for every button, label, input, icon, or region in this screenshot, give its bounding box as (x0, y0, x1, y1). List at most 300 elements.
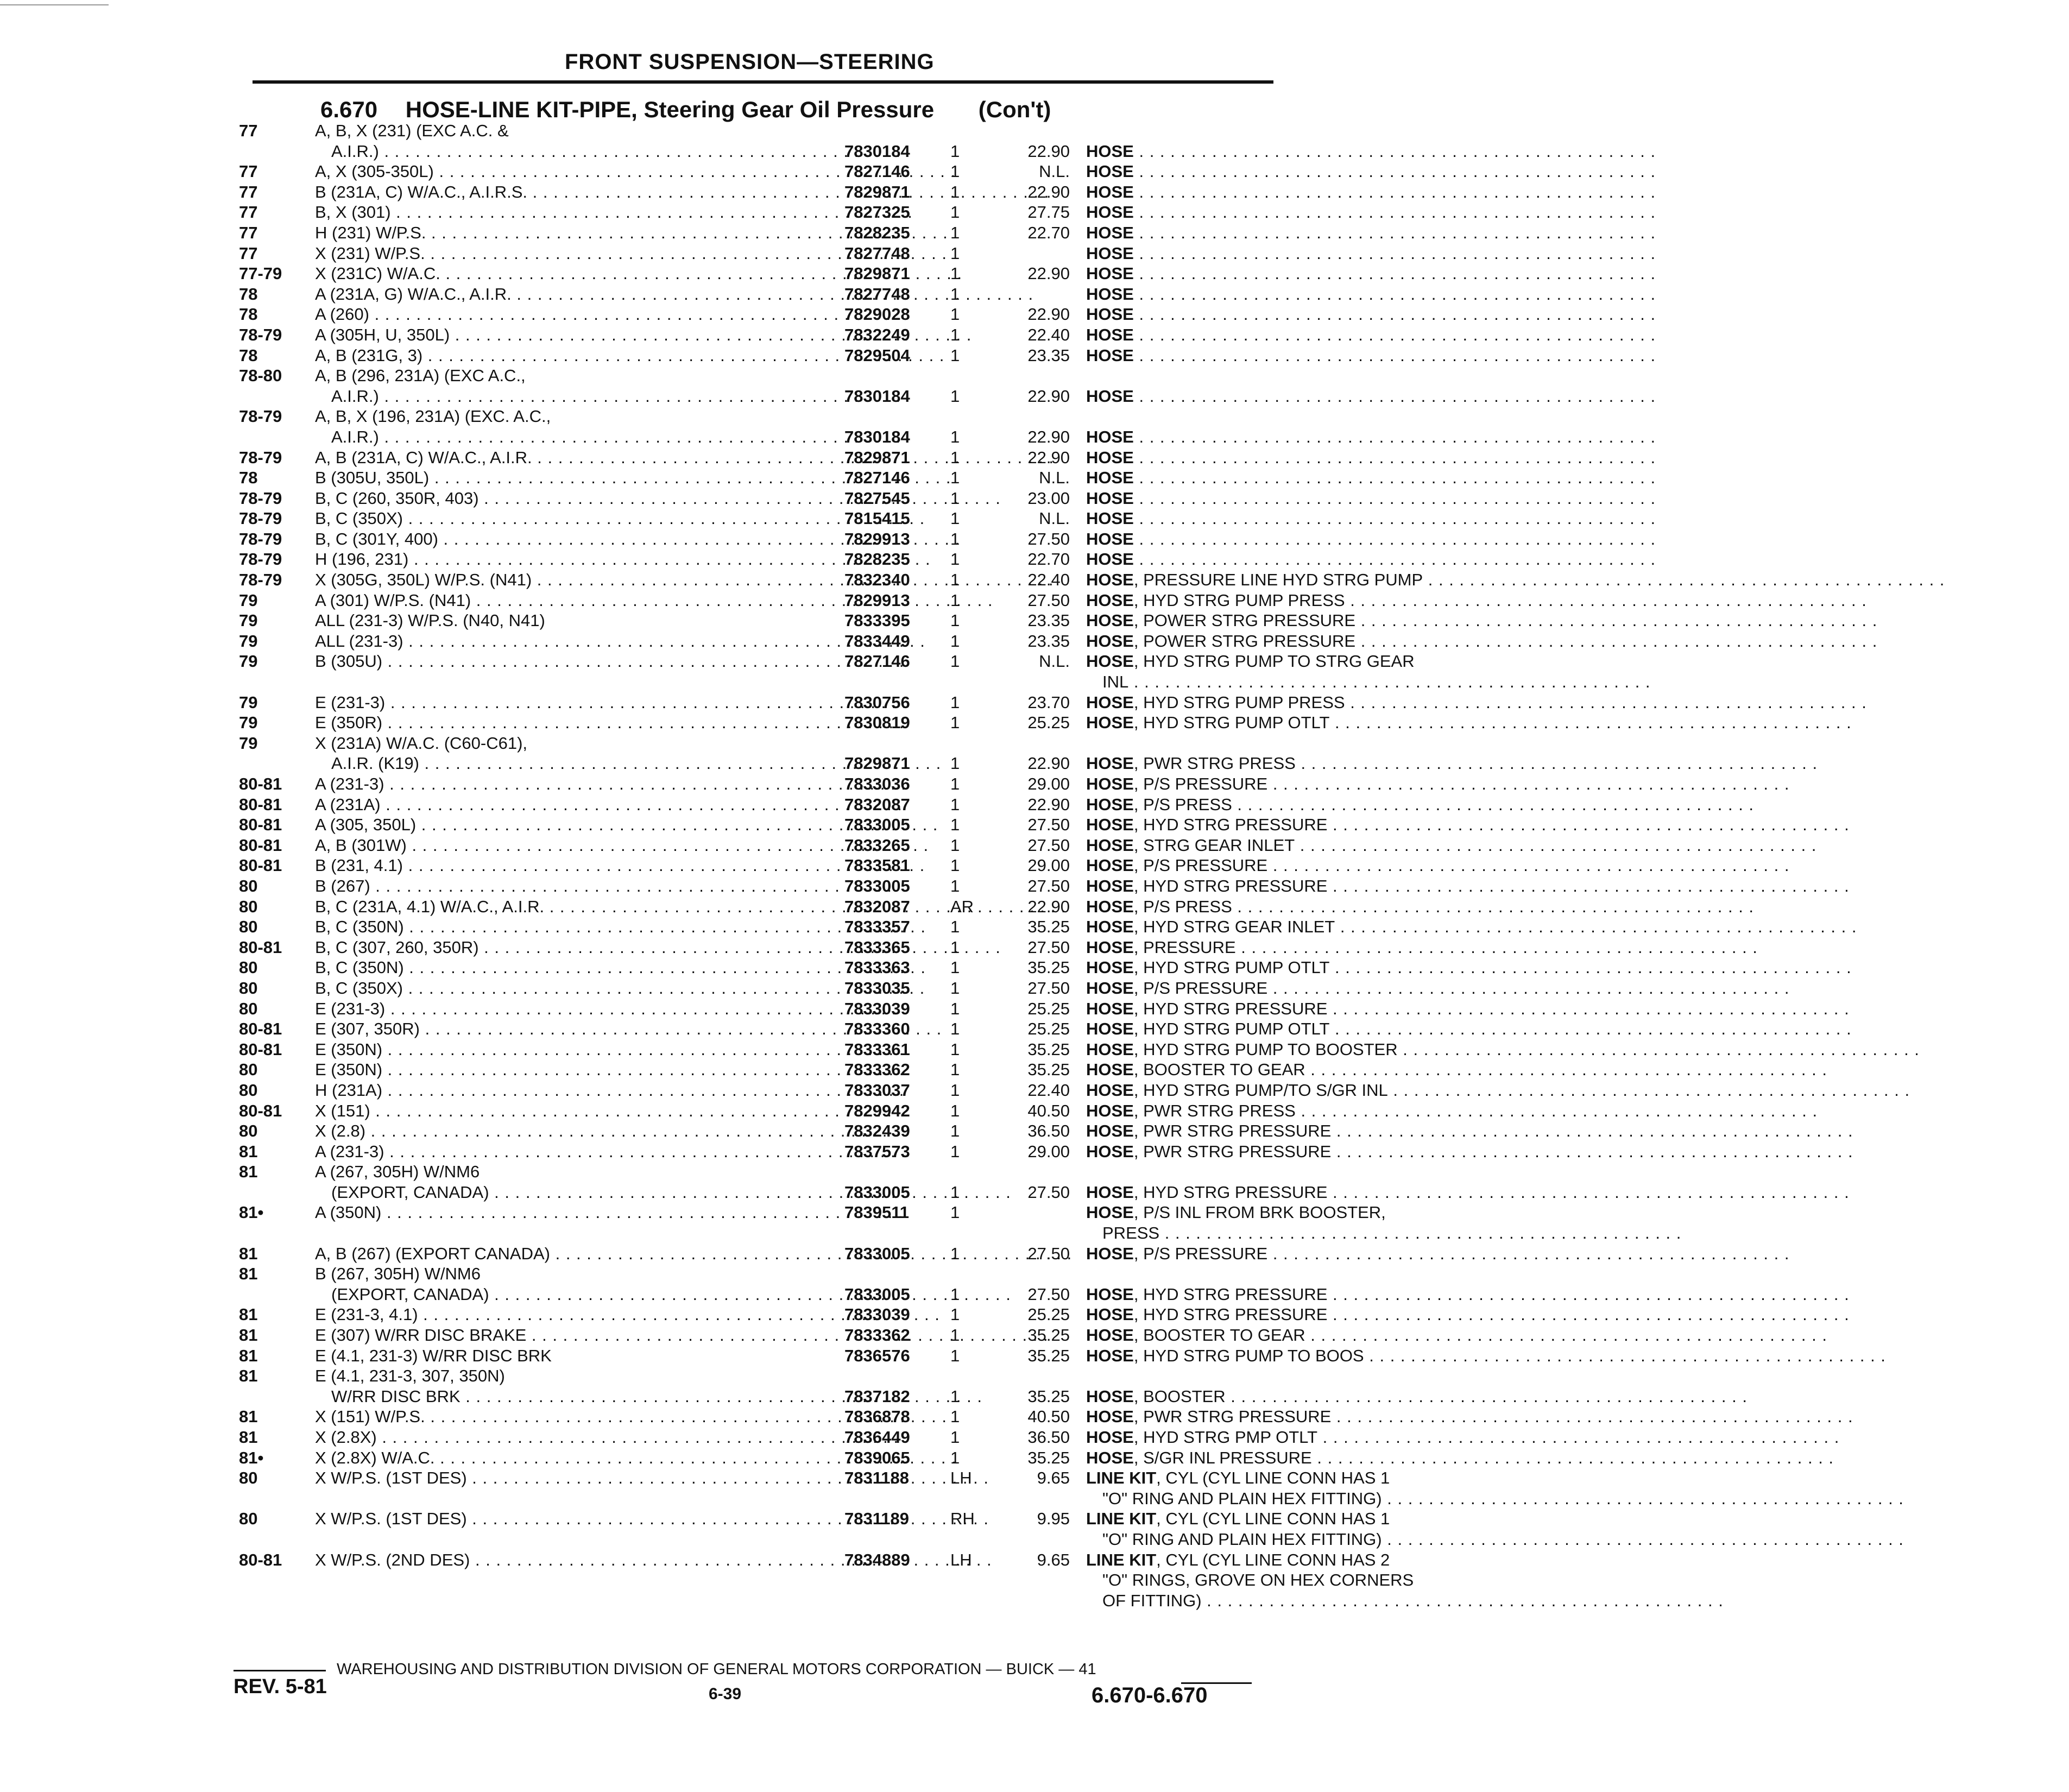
application-description-text: E (307) W/RR DISC BRAKE (315, 1326, 527, 1345)
price (988, 1406, 1070, 1427)
price-text: 22.90 (1027, 447, 1070, 467)
application-description-text: X (2.8) (315, 1121, 366, 1141)
part-number-text: 7833362 (844, 1326, 910, 1345)
part-entry-line (239, 161, 1265, 182)
model-year (239, 1080, 304, 1101)
application-description-text: X (2.8X) (315, 1428, 377, 1447)
part-name (1102, 1529, 2069, 1550)
part-name (1086, 508, 2053, 529)
part-entry-line (239, 202, 1265, 223)
part-name-keyword: HOSE (1086, 999, 1134, 1018)
quantity-text: 1 (950, 1284, 960, 1304)
price-text: 22.70 (1027, 223, 1070, 242)
part-number-text: 7831188 (844, 1468, 909, 1488)
part-entry-line (239, 876, 1328, 897)
application-description-text: (EXPORT, CANADA) (331, 1284, 489, 1304)
part-name-detail: , BOOSTER TO GEAR (1133, 1326, 1305, 1345)
part-entry (239, 1448, 1312, 1468)
model-year-text: 78-79 (239, 488, 282, 508)
price-text: 29.00 (1027, 856, 1070, 875)
part-number (844, 1406, 948, 1427)
part-entry (239, 161, 1265, 182)
part-name (1086, 753, 2053, 774)
part-number-text: 7837182 (844, 1386, 910, 1406)
part-name-detail: , HYD STRG PMP OTLT (1133, 1428, 1318, 1447)
part-number-text: 7827748 (844, 243, 910, 263)
part-number-text: 7833363 (844, 958, 910, 977)
price-text: 25.25 (1027, 1019, 1070, 1039)
part-name-keyword: HOSE (1086, 325, 1134, 344)
quantity-text: 1 (950, 835, 960, 855)
part-name-keyword: HOSE (1086, 1305, 1134, 1324)
part-name-keyword: HOSE (1086, 611, 1134, 630)
part-name-detail: , STRG GEAR INLET (1133, 835, 1295, 855)
part-name (1086, 386, 2053, 407)
price (988, 529, 1070, 550)
part-number (844, 325, 948, 345)
part-number-text: 7833005 (844, 876, 910, 895)
part-number-text: 7833581 (844, 856, 910, 875)
price-text: 22.90 (1027, 182, 1070, 201)
part-name-keyword: HOSE (1086, 856, 1134, 875)
part-name-detail: , HYD STRG PUMP PRESS (1133, 692, 1345, 712)
model-year-text: 79 (239, 692, 258, 712)
part-name-keyword: HOSE (1086, 447, 1134, 467)
part-name (1086, 631, 2053, 652)
part-entry-line (239, 1080, 1388, 1101)
part-entry-line (239, 1366, 1265, 1386)
part-name (1086, 1325, 2053, 1346)
part-name (1086, 304, 2053, 325)
application-description (315, 121, 836, 141)
part-name-detail: "O" RINGS, GROVE ON HEX CORNERS (1102, 1570, 1414, 1590)
application-description (315, 855, 836, 876)
part-entry (239, 365, 1265, 406)
part-name (1086, 570, 2053, 590)
quantity-text: 1 (950, 447, 960, 467)
application-description (315, 345, 836, 366)
quantity-text: AR (950, 897, 974, 916)
part-entry (239, 529, 1265, 550)
part-entry-line (239, 141, 1265, 162)
part-number-text: 7832249 (844, 325, 910, 344)
part-number-text: 7827325 (844, 203, 910, 222)
part-entry-line (239, 610, 1356, 631)
price (988, 999, 1070, 1019)
part-entry (239, 1366, 1265, 1406)
price (988, 141, 1070, 162)
part-number (844, 1448, 948, 1468)
application-description-text: A, B (296, 231A) (EXC A.C., (315, 366, 526, 386)
part-entry-line (239, 1059, 1305, 1080)
part-entry-line (239, 692, 1345, 713)
price-text: 9.95 (1037, 1509, 1070, 1529)
part-name-keyword: HOSE (1086, 774, 1134, 793)
part-name-keyword: HOSE (1086, 1244, 1134, 1263)
price (988, 1039, 1070, 1060)
part-entry-line (239, 1591, 1265, 1611)
footer-rule-left (234, 1670, 326, 1671)
price (988, 1550, 1070, 1570)
model-year-text: 80 (239, 978, 258, 998)
price (988, 1448, 1070, 1468)
quantity (950, 937, 983, 958)
part-name-detail: , P/S PRESSURE (1133, 1244, 1268, 1263)
part-name-detail: , PWR STRG PRESS (1133, 754, 1296, 773)
price-text: 25.25 (1027, 1305, 1070, 1324)
part-entry (239, 1550, 1414, 1611)
application-description-text: A, B (231A, C) W/A.C., A.I.R. (315, 447, 532, 467)
part-number-text: 7836878 (844, 1407, 910, 1427)
application-description-text: X (2.8X) W/A.C. (315, 1448, 435, 1467)
quantity (950, 1121, 983, 1141)
part-entry (239, 1264, 1328, 1304)
quantity (950, 631, 983, 652)
part-name (1086, 161, 2053, 182)
part-entry (239, 876, 1328, 897)
application-description-text: B, C (231A, 4.1) W/A.C., A.I.R. (315, 897, 545, 916)
price (988, 897, 1070, 917)
part-entry (239, 325, 1265, 345)
part-number (844, 1182, 948, 1203)
price (988, 855, 1070, 876)
part-name-keyword: HOSE (1086, 1284, 1134, 1304)
part-number (844, 1325, 948, 1346)
price-text: N.L. (1039, 509, 1070, 528)
part-name-keyword: HOSE (1086, 1448, 1134, 1467)
model-year-text: 78 (239, 305, 258, 324)
quantity-text: 1 (950, 794, 960, 814)
quantity-text: 1 (950, 1019, 960, 1039)
price (988, 304, 1070, 325)
quantity (950, 794, 983, 815)
quantity (950, 1019, 983, 1039)
part-number (844, 1039, 948, 1060)
model-year-text: 80-81 (239, 856, 282, 875)
model-year (239, 284, 304, 305)
part-name (1086, 1244, 2053, 1264)
application-description (315, 1509, 836, 1529)
part-number (844, 1468, 948, 1488)
model-year (239, 161, 304, 182)
application-description (315, 733, 836, 754)
part-entry (239, 1346, 1364, 1366)
part-name-keyword: HOSE (1086, 1182, 1134, 1202)
part-number (844, 1509, 948, 1529)
part-name-detail: , P/S INL FROM BRK BOOSTER, (1133, 1203, 1386, 1222)
model-year (239, 1468, 304, 1488)
part-name-keyword: HOSE (1086, 835, 1134, 855)
quantity (950, 753, 983, 774)
price-text: N.L. (1039, 468, 1070, 488)
part-name-detail: , PWR STRG PRESSURE (1133, 1121, 1332, 1141)
part-number (844, 488, 948, 509)
price (988, 1121, 1070, 1141)
price (988, 1468, 1070, 1488)
price (988, 1509, 1070, 1529)
application-description (315, 1162, 836, 1182)
part-number (844, 957, 948, 978)
price-text: 36.50 (1027, 1428, 1070, 1447)
part-name-keyword: HOSE (1086, 1203, 1134, 1222)
application-description-text: A (231A) (315, 794, 381, 814)
quantity (950, 202, 983, 223)
model-year (239, 325, 304, 345)
price (988, 345, 1070, 366)
quantity-text: 1 (950, 958, 960, 977)
quantity (950, 1386, 983, 1407)
part-name-keyword: HOSE (1086, 529, 1134, 548)
application-description (331, 1284, 853, 1305)
part-name-keyword: HOSE (1086, 1326, 1134, 1345)
part-entry-line (239, 999, 1328, 1019)
part-name-detail: , PWR STRG PRESSURE (1133, 1141, 1332, 1161)
part-entry-line (239, 549, 1265, 570)
application-description-text: A (231A, G) W/A.C., A.I.R. (315, 284, 512, 304)
quantity (950, 1202, 983, 1223)
part-entry (239, 815, 1328, 835)
part-name-detail: , PWR STRG PRESSURE (1133, 1407, 1332, 1427)
price (988, 610, 1070, 631)
quantity (950, 1080, 983, 1101)
part-name (1102, 672, 2069, 692)
part-name-detail: , PRESSURE (1133, 937, 1236, 957)
model-year-text: 80 (239, 1080, 258, 1100)
quantity-text: LH (950, 1550, 972, 1569)
price (988, 753, 1070, 774)
application-description-text: A (301) W/P.S. (N41) (315, 590, 471, 610)
part-entry (239, 1304, 1328, 1325)
part-number-text: 7833449 (844, 631, 910, 651)
quantity (950, 897, 983, 917)
price-text: 22.70 (1027, 550, 1070, 569)
quantity-text: 1 (950, 284, 960, 304)
part-name-keyword: HOSE (1086, 243, 1134, 263)
part-number-text: 7833039 (844, 1305, 910, 1324)
model-year (239, 549, 304, 570)
model-year-text: 80-81 (239, 937, 282, 957)
part-name-keyword: HOSE (1086, 1121, 1134, 1141)
part-number-text: 7839065 (844, 1448, 910, 1467)
application-description-text: A, X (305-350L) (315, 162, 434, 181)
quantity (950, 345, 983, 366)
application-description (315, 631, 836, 652)
part-name (1086, 284, 2053, 305)
quantity-text: 1 (950, 427, 960, 446)
part-name-detail: INL (1102, 672, 1129, 692)
model-year-text: 81• (239, 1448, 264, 1467)
part-name (1086, 1284, 2053, 1305)
price-text: 22.90 (1027, 305, 1070, 324)
part-name-detail: , POWER STRG PRESSURE (1133, 611, 1356, 630)
part-number (844, 284, 948, 305)
quantity (950, 855, 983, 876)
part-name-keyword: LINE KIT (1086, 1468, 1157, 1488)
application-description (315, 1121, 836, 1141)
part-number-text: 7828235 (844, 223, 910, 242)
part-name-detail: , P/S PRESS (1133, 897, 1232, 916)
quantity (950, 876, 983, 897)
part-number (844, 590, 948, 611)
price-text: 22.90 (1027, 897, 1070, 916)
quantity (950, 999, 983, 1019)
part-number (844, 610, 948, 631)
price (988, 1059, 1070, 1080)
application-description (315, 406, 836, 427)
model-year-text: 78-79 (239, 325, 282, 344)
application-description-text: E (4.1, 231-3) W/RR DISC BRK (315, 1346, 552, 1365)
part-entry (239, 631, 1356, 652)
part-entry-line (239, 325, 1265, 345)
part-name-keyword: HOSE (1086, 345, 1134, 365)
part-entry (239, 1244, 1268, 1264)
model-year-text: 78-79 (239, 447, 282, 467)
quantity (950, 161, 983, 182)
part-number (844, 1080, 948, 1101)
quantity-text: 1 (950, 815, 960, 835)
part-name-detail: , HYD STRG PUMP TO STRG GEAR (1133, 652, 1415, 671)
part-name (1086, 1080, 2053, 1101)
model-year (239, 1121, 304, 1141)
part-name-detail: , HYD STRG PUMP OTLT (1133, 1019, 1330, 1039)
model-year-text: 80-81 (239, 1019, 282, 1039)
parts-list (239, 121, 1423, 1611)
quantity (950, 1550, 983, 1570)
quantity (950, 243, 983, 264)
part-number (844, 1284, 948, 1305)
model-year (239, 1059, 304, 1080)
part-entry (239, 733, 1296, 774)
part-number (844, 1386, 948, 1407)
part-name-detail: , P/S PRESS (1133, 794, 1232, 814)
application-description-text: B (305U, 350L) (315, 468, 430, 488)
part-number (844, 1550, 948, 1570)
part-entry-line (239, 304, 1265, 325)
model-year (239, 1202, 304, 1223)
application-description (315, 774, 836, 794)
model-year-text: 81 (239, 1326, 258, 1345)
price-text: N.L. (1039, 652, 1070, 671)
quantity-text: 1 (950, 876, 960, 895)
price (988, 202, 1070, 223)
price (988, 263, 1070, 284)
part-name (1086, 1182, 2053, 1203)
price (988, 1325, 1070, 1346)
application-description (315, 1468, 836, 1488)
model-year-text: 80-81 (239, 1550, 282, 1569)
part-number (844, 345, 948, 366)
part-number (844, 549, 948, 570)
price-text: 25.25 (1027, 713, 1070, 733)
part-number-text: 7833360 (844, 1019, 910, 1039)
model-year (239, 570, 304, 590)
quantity-text: 1 (950, 937, 960, 957)
part-name (1086, 345, 2053, 366)
part-name-keyword: HOSE (1086, 305, 1134, 324)
part-name-keyword: HOSE (1086, 141, 1134, 161)
quantity-text: 1 (950, 1039, 960, 1059)
model-year-text: 80 (239, 999, 258, 1018)
part-number-text: 7829028 (844, 305, 910, 324)
price (988, 876, 1070, 897)
quantity-text: 1 (950, 264, 960, 283)
part-name-keyword: HOSE (1086, 652, 1134, 671)
application-description (315, 468, 836, 488)
part-name-detail: OF FITTING) (1102, 1591, 1202, 1610)
price-text: 36.50 (1027, 1121, 1070, 1141)
part-number-text: 7830184 (844, 427, 910, 446)
part-number (844, 692, 948, 713)
price (988, 590, 1070, 611)
model-year (239, 447, 304, 468)
part-number (844, 631, 948, 652)
part-number (844, 774, 948, 794)
part-entry (239, 590, 1345, 611)
part-entry (239, 855, 1268, 876)
model-year-text: 81 (239, 1346, 258, 1365)
part-name-keyword: HOSE (1086, 182, 1134, 201)
application-description (315, 223, 836, 243)
page-number: 6-39 (709, 1685, 742, 1703)
part-name-detail: , P/S PRESSURE (1133, 774, 1268, 793)
price-text: N.L. (1039, 162, 1070, 181)
part-name (1086, 447, 2053, 468)
part-name (1086, 1427, 2053, 1448)
part-number-text: 7833005 (844, 1182, 910, 1202)
part-name (1086, 182, 2053, 203)
part-name-detail: , P/S PRESSURE (1133, 978, 1268, 998)
application-description-text: ALL (231-3) (315, 631, 403, 651)
price (988, 774, 1070, 794)
model-year (239, 182, 304, 203)
model-year (239, 488, 304, 509)
quantity (950, 447, 983, 468)
part-name (1086, 999, 2053, 1019)
application-description-text: B (267, 305H) W/NM6 (315, 1264, 481, 1284)
model-year (239, 263, 304, 284)
quantity-text: 1 (950, 590, 960, 610)
model-year-text: 78 (239, 284, 258, 304)
part-entry (239, 1468, 1390, 1509)
part-entry-line (239, 1529, 1382, 1550)
quantity-text: 1 (950, 386, 960, 406)
quantity (950, 957, 983, 978)
part-name (1086, 1059, 2053, 1080)
part-entry-line (239, 365, 1265, 386)
part-entry-line (239, 1264, 1265, 1284)
part-number (844, 202, 948, 223)
application-description (315, 897, 836, 917)
model-year-text: 81 (239, 1244, 258, 1263)
application-description (315, 1366, 836, 1386)
model-year-text: 81 (239, 1162, 258, 1182)
quantity (950, 1509, 983, 1529)
part-number-text: 7829871 (844, 264, 910, 283)
part-name-keyword: HOSE (1086, 794, 1134, 814)
price (988, 1182, 1070, 1203)
quantity (950, 1325, 983, 1346)
part-entry (239, 1427, 1318, 1448)
application-description (315, 937, 836, 958)
model-year-text: 77-79 (239, 264, 282, 283)
part-name (1086, 1468, 2053, 1488)
part-number-text: 7836449 (844, 1428, 910, 1447)
part-name (1086, 712, 2053, 733)
part-entry-line (239, 1121, 1332, 1141)
part-entry-line (239, 1244, 1268, 1264)
part-name-keyword: HOSE (1086, 1039, 1134, 1059)
model-year-text: 81 (239, 1305, 258, 1324)
